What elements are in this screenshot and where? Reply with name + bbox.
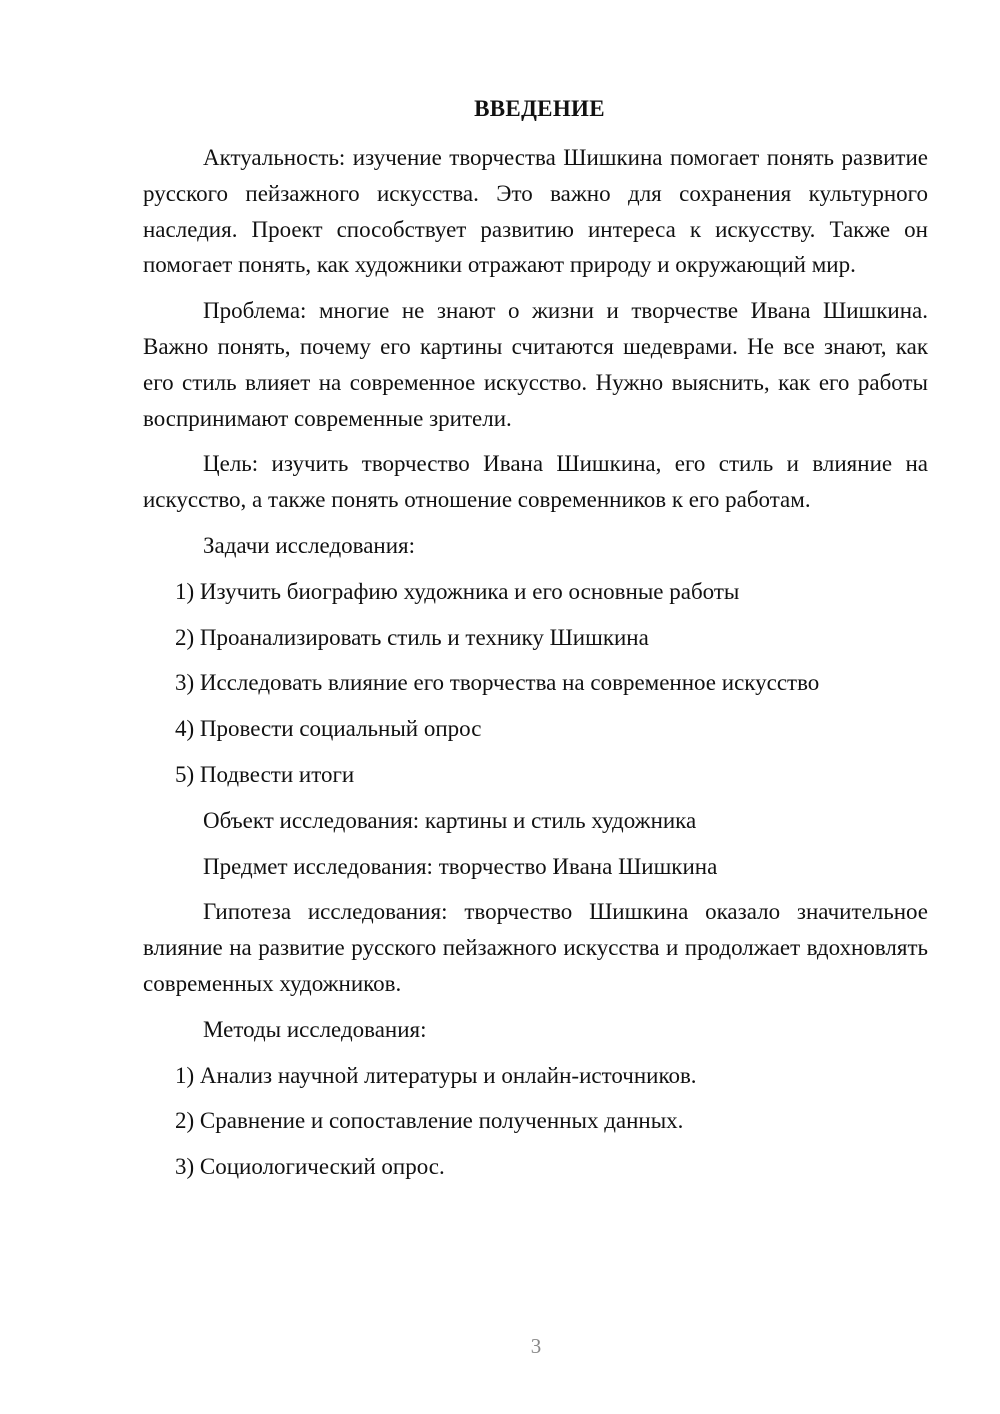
page-number: 3 bbox=[530, 1334, 542, 1358]
task-item: 2) Проанализировать стиль и технику Шишкина bbox=[175, 624, 649, 650]
method-item: 3) Социологический опрос. bbox=[175, 1154, 445, 1180]
document-body bbox=[143, 92, 928, 1185]
goal-paragraph: Цель: изучить творчество Ивана Шишкина, его стиль и влияние на искусство, а также понять отношение современников к его работам. bbox=[143, 451, 928, 513]
task-item: 4) Провести социальный опрос bbox=[175, 716, 482, 742]
method-item: 1) Анализ научной литературы и онлайн-источников. bbox=[175, 1062, 697, 1088]
task-item: 3) Исследовать влияние его творчества на современное искусство bbox=[175, 670, 820, 696]
page-title: ВВЕДЕНИЕ bbox=[474, 96, 605, 121]
subject-line: Предмет исследования: творчество Ивана Шишкина bbox=[203, 853, 718, 879]
tasks-section bbox=[143, 528, 928, 884]
problem-paragraph: Проблема: многие не знают о жизни и творчестве Ивана Шишкина. Важно понять, почему его картины считаются шедеврами. Не все знают, как его стиль влияет на современное искусство. Нужно выяснить, как его работы воспринимают современные зрители. bbox=[143, 298, 928, 431]
task-item: 5) Подвести итоги bbox=[175, 761, 355, 787]
methods-section bbox=[143, 1012, 928, 1185]
hypothesis-paragraph: Гипотеза исследования: творчество Шишкина оказало значительное влияние на развитие русского пейзажного искусства и продолжает вдохновлять современных художников. bbox=[143, 899, 928, 996]
object-line: Объект исследования: картины и стиль художника bbox=[203, 807, 697, 833]
relevance-paragraph: Актуальность: изучение творчества Шишкина помогает понять развитие русского пейзажного искусства. Это важно для сохранения культурного наследия. Проект способствует развитию интереса к искусству. Также он помогает понять, как художники отражают природу и окружающий мир. bbox=[143, 145, 928, 278]
tasks-heading: Задачи исследования: bbox=[203, 532, 416, 558]
methods-heading: Методы исследования: bbox=[203, 1016, 427, 1042]
task-item: 1) Изучить биографию художника и его основные работы bbox=[175, 578, 740, 604]
method-item: 2) Сравнение и сопоставление полученных данных. bbox=[175, 1108, 684, 1134]
